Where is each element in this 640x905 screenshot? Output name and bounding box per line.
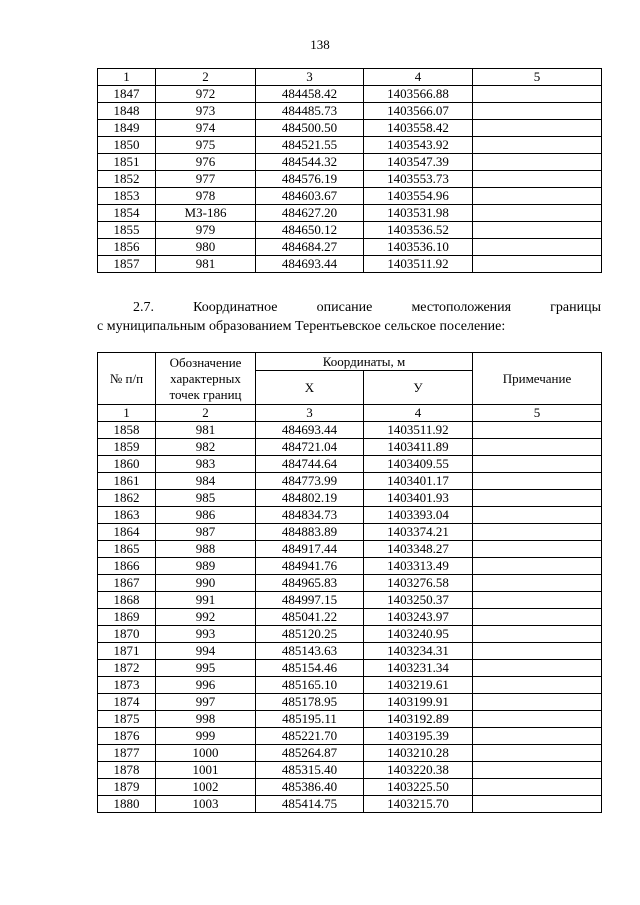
coord-x-cell: 484458.42 bbox=[256, 86, 364, 103]
table-row bbox=[98, 728, 602, 745]
table-row bbox=[98, 456, 602, 473]
note-cell bbox=[473, 188, 602, 205]
point-number-cell: 1849 bbox=[98, 120, 156, 137]
table-row bbox=[98, 660, 602, 677]
note-cell bbox=[473, 711, 602, 728]
note-cell bbox=[473, 558, 602, 575]
coord-x-cell: 484627.20 bbox=[256, 205, 364, 222]
header-number: № п/п bbox=[98, 353, 156, 405]
note-cell bbox=[473, 154, 602, 171]
point-designation-cell: 981 bbox=[156, 256, 256, 273]
table-row bbox=[98, 137, 602, 154]
note-cell bbox=[473, 422, 602, 439]
coord-x-cell: 485386.40 bbox=[256, 779, 364, 796]
paragraph-word: Координатное bbox=[193, 300, 278, 315]
point-designation-cell: 1001 bbox=[156, 762, 256, 779]
table-row bbox=[98, 222, 602, 239]
point-number-cell: 1853 bbox=[98, 188, 156, 205]
header-coordinates: Координаты, м bbox=[256, 353, 473, 371]
point-number-cell: 1847 bbox=[98, 86, 156, 103]
point-number-cell: 1859 bbox=[98, 439, 156, 456]
note-cell bbox=[473, 626, 602, 643]
column-number: 4 bbox=[364, 69, 473, 86]
table-row bbox=[98, 745, 602, 762]
coord-x-cell: 484941.76 bbox=[256, 558, 364, 575]
point-designation-cell: 980 bbox=[156, 239, 256, 256]
point-designation-cell: 1003 bbox=[156, 796, 256, 813]
point-designation-cell: 992 bbox=[156, 609, 256, 626]
paragraph-word: описание bbox=[316, 300, 373, 315]
point-number-cell: 1851 bbox=[98, 154, 156, 171]
coord-x-cell: 484485.73 bbox=[256, 103, 364, 120]
point-number-cell: 1855 bbox=[98, 222, 156, 239]
coord-y-cell: 1403531.98 bbox=[364, 205, 473, 222]
coord-x-cell: 484834.73 bbox=[256, 507, 364, 524]
coord-y-cell: 1403313.49 bbox=[364, 558, 473, 575]
table-row bbox=[98, 575, 602, 592]
point-number-cell: 1850 bbox=[98, 137, 156, 154]
table-row bbox=[98, 86, 602, 103]
coord-y-cell: 1403348.27 bbox=[364, 541, 473, 558]
column-number: 5 bbox=[473, 405, 602, 422]
table-row bbox=[98, 422, 602, 439]
note-cell bbox=[473, 541, 602, 558]
point-number-cell: 1873 bbox=[98, 677, 156, 694]
point-number-cell: 1869 bbox=[98, 609, 156, 626]
coord-y-cell: 1403566.88 bbox=[364, 86, 473, 103]
coord-x-cell: 484997.15 bbox=[256, 592, 364, 609]
coord-x-cell: 484721.04 bbox=[256, 439, 364, 456]
point-designation-cell: 993 bbox=[156, 626, 256, 643]
table-row bbox=[98, 171, 602, 188]
point-designation-cell: 991 bbox=[156, 592, 256, 609]
table-row bbox=[98, 439, 602, 456]
coord-x-cell: 485264.87 bbox=[256, 745, 364, 762]
coord-x-cell: 484744.64 bbox=[256, 456, 364, 473]
note-cell bbox=[473, 779, 602, 796]
coord-x-cell: 484693.44 bbox=[256, 256, 364, 273]
point-designation-cell: 978 bbox=[156, 188, 256, 205]
point-designation-cell: 1000 bbox=[156, 745, 256, 762]
header-y: У bbox=[364, 371, 473, 405]
paragraph-line-2: с муниципальным образованием Терентьевское сельское поселение: bbox=[97, 319, 506, 334]
point-number-cell: 1856 bbox=[98, 239, 156, 256]
header-row bbox=[98, 353, 602, 371]
point-designation-cell: 995 bbox=[156, 660, 256, 677]
table-row bbox=[98, 103, 602, 120]
column-number: 1 bbox=[98, 405, 156, 422]
coord-y-cell: 1403231.34 bbox=[364, 660, 473, 677]
column-number: 4 bbox=[364, 405, 473, 422]
point-designation-cell: 990 bbox=[156, 575, 256, 592]
column-number-row bbox=[98, 69, 602, 86]
note-cell bbox=[473, 103, 602, 120]
coord-y-cell: 1403511.92 bbox=[364, 256, 473, 273]
coord-x-cell: 484917.44 bbox=[256, 541, 364, 558]
coord-y-cell: 1403195.39 bbox=[364, 728, 473, 745]
table-row bbox=[98, 711, 602, 728]
note-cell bbox=[473, 609, 602, 626]
table-row bbox=[98, 154, 602, 171]
table-row bbox=[98, 256, 602, 273]
coord-x-cell: 484693.44 bbox=[256, 422, 364, 439]
coord-x-cell: 485195.11 bbox=[256, 711, 364, 728]
coord-y-cell: 1403401.93 bbox=[364, 490, 473, 507]
column-number-row bbox=[98, 405, 602, 422]
coord-y-cell: 1403240.95 bbox=[364, 626, 473, 643]
point-number-cell: 1858 bbox=[98, 422, 156, 439]
point-number-cell: 1871 bbox=[98, 643, 156, 660]
coord-y-cell: 1403536.10 bbox=[364, 239, 473, 256]
point-designation-cell: 983 bbox=[156, 456, 256, 473]
point-designation-cell: 987 bbox=[156, 524, 256, 541]
table-row bbox=[98, 558, 602, 575]
column-number: 3 bbox=[256, 405, 364, 422]
coord-y-cell: 1403192.89 bbox=[364, 711, 473, 728]
point-designation-cell: 998 bbox=[156, 711, 256, 728]
table-row bbox=[98, 779, 602, 796]
point-number-cell: 1875 bbox=[98, 711, 156, 728]
section-number: 2.7. bbox=[133, 300, 154, 315]
header-note: Примечание bbox=[473, 353, 602, 405]
coord-x-cell: 484603.67 bbox=[256, 188, 364, 205]
coord-x-cell: 485178.95 bbox=[256, 694, 364, 711]
coord-x-cell: 484883.89 bbox=[256, 524, 364, 541]
point-designation-cell: 979 bbox=[156, 222, 256, 239]
coord-x-cell: 485315.40 bbox=[256, 762, 364, 779]
table-row bbox=[98, 796, 602, 813]
coord-y-cell: 1403225.50 bbox=[364, 779, 473, 796]
point-designation-cell: 988 bbox=[156, 541, 256, 558]
note-cell bbox=[473, 222, 602, 239]
table-row bbox=[98, 507, 602, 524]
coord-x-cell: 485221.70 bbox=[256, 728, 364, 745]
note-cell bbox=[473, 456, 602, 473]
point-number-cell: 1848 bbox=[98, 103, 156, 120]
note-cell bbox=[473, 171, 602, 188]
note-cell bbox=[473, 796, 602, 813]
note-cell bbox=[473, 473, 602, 490]
coord-x-cell: 485154.46 bbox=[256, 660, 364, 677]
point-number-cell: 1876 bbox=[98, 728, 156, 745]
note-cell bbox=[473, 137, 602, 154]
column-number: 3 bbox=[256, 69, 364, 86]
coord-y-cell: 1403536.52 bbox=[364, 222, 473, 239]
note-cell bbox=[473, 86, 602, 103]
table-row bbox=[98, 524, 602, 541]
coord-y-cell: 1403554.96 bbox=[364, 188, 473, 205]
coord-y-cell: 1403401.17 bbox=[364, 473, 473, 490]
paragraph-line-1 bbox=[97, 298, 601, 317]
point-number-cell: 1870 bbox=[98, 626, 156, 643]
coord-x-cell: 484773.99 bbox=[256, 473, 364, 490]
point-number-cell: 1852 bbox=[98, 171, 156, 188]
coord-y-cell: 1403543.92 bbox=[364, 137, 473, 154]
coord-x-cell: 485041.22 bbox=[256, 609, 364, 626]
point-designation-cell: 977 bbox=[156, 171, 256, 188]
table-row bbox=[98, 205, 602, 222]
coordinates-table-continued bbox=[97, 68, 602, 273]
coord-y-cell: 1403566.07 bbox=[364, 103, 473, 120]
paragraph-word: местоположения bbox=[411, 300, 512, 315]
point-number-cell: 1864 bbox=[98, 524, 156, 541]
coord-x-cell: 484576.19 bbox=[256, 171, 364, 188]
column-number: 2 bbox=[156, 405, 256, 422]
table-row bbox=[98, 694, 602, 711]
table-row bbox=[98, 541, 602, 558]
coord-x-cell: 485414.75 bbox=[256, 796, 364, 813]
point-designation-cell: 989 bbox=[156, 558, 256, 575]
point-number-cell: 1860 bbox=[98, 456, 156, 473]
note-cell bbox=[473, 592, 602, 609]
point-designation-cell: 996 bbox=[156, 677, 256, 694]
coord-x-cell: 485165.10 bbox=[256, 677, 364, 694]
point-number-cell: 1880 bbox=[98, 796, 156, 813]
coord-y-cell: 1403199.91 bbox=[364, 694, 473, 711]
coord-y-cell: 1403219.61 bbox=[364, 677, 473, 694]
note-cell bbox=[473, 120, 602, 137]
coord-x-cell: 484521.55 bbox=[256, 137, 364, 154]
note-cell bbox=[473, 575, 602, 592]
coord-x-cell: 485143.63 bbox=[256, 643, 364, 660]
header-x: Х bbox=[256, 371, 364, 405]
section-paragraph bbox=[97, 298, 601, 336]
point-number-cell: 1877 bbox=[98, 745, 156, 762]
coord-y-cell: 1403276.58 bbox=[364, 575, 473, 592]
point-number-cell: 1879 bbox=[98, 779, 156, 796]
point-designation-cell: 975 bbox=[156, 137, 256, 154]
point-number-cell: 1862 bbox=[98, 490, 156, 507]
column-number: 5 bbox=[473, 69, 602, 86]
note-cell bbox=[473, 205, 602, 222]
point-designation-cell: 999 bbox=[156, 728, 256, 745]
table-row bbox=[98, 592, 602, 609]
table-row bbox=[98, 473, 602, 490]
table-row bbox=[98, 120, 602, 137]
point-designation-cell: 972 bbox=[156, 86, 256, 103]
coord-y-cell: 1403409.55 bbox=[364, 456, 473, 473]
note-cell bbox=[473, 256, 602, 273]
note-cell bbox=[473, 762, 602, 779]
header-designation: Обозначение характерных точек границ bbox=[156, 353, 256, 405]
table-body bbox=[98, 422, 602, 813]
table-body bbox=[98, 86, 602, 273]
point-number-cell: 1868 bbox=[98, 592, 156, 609]
coord-x-cell: 484965.83 bbox=[256, 575, 364, 592]
coord-y-cell: 1403558.42 bbox=[364, 120, 473, 137]
coord-x-cell: 484684.27 bbox=[256, 239, 364, 256]
point-number-cell: 1865 bbox=[98, 541, 156, 558]
note-cell bbox=[473, 507, 602, 524]
coord-x-cell: 484500.50 bbox=[256, 120, 364, 137]
point-designation-cell: 986 bbox=[156, 507, 256, 524]
note-cell bbox=[473, 490, 602, 507]
coord-y-cell: 1403234.31 bbox=[364, 643, 473, 660]
point-number-cell: 1872 bbox=[98, 660, 156, 677]
point-designation-cell: 1002 bbox=[156, 779, 256, 796]
coord-y-cell: 1403553.73 bbox=[364, 171, 473, 188]
coord-y-cell: 1403411.89 bbox=[364, 439, 473, 456]
point-designation-cell: 985 bbox=[156, 490, 256, 507]
point-number-cell: 1866 bbox=[98, 558, 156, 575]
coord-y-cell: 1403374.21 bbox=[364, 524, 473, 541]
table-row bbox=[98, 626, 602, 643]
point-designation-cell: МЗ-186 bbox=[156, 205, 256, 222]
point-designation-cell: 997 bbox=[156, 694, 256, 711]
coord-y-cell: 1403393.04 bbox=[364, 507, 473, 524]
note-cell bbox=[473, 694, 602, 711]
table-row bbox=[98, 677, 602, 694]
coord-x-cell: 484650.12 bbox=[256, 222, 364, 239]
note-cell bbox=[473, 239, 602, 256]
point-number-cell: 1867 bbox=[98, 575, 156, 592]
page-number: 138 bbox=[310, 37, 330, 52]
note-cell bbox=[473, 524, 602, 541]
note-cell bbox=[473, 745, 602, 762]
point-designation-cell: 981 bbox=[156, 422, 256, 439]
coord-y-cell: 1403220.38 bbox=[364, 762, 473, 779]
point-number-cell: 1857 bbox=[98, 256, 156, 273]
point-number-cell: 1863 bbox=[98, 507, 156, 524]
table-row bbox=[98, 762, 602, 779]
coord-x-cell: 484544.32 bbox=[256, 154, 364, 171]
point-designation-cell: 982 bbox=[156, 439, 256, 456]
coord-y-cell: 1403243.97 bbox=[364, 609, 473, 626]
note-cell bbox=[473, 728, 602, 745]
table-row bbox=[98, 643, 602, 660]
column-number: 1 bbox=[98, 69, 156, 86]
point-designation-cell: 994 bbox=[156, 643, 256, 660]
point-number-cell: 1874 bbox=[98, 694, 156, 711]
coord-x-cell: 485120.25 bbox=[256, 626, 364, 643]
coordinates-table bbox=[97, 352, 602, 813]
coord-y-cell: 1403547.39 bbox=[364, 154, 473, 171]
note-cell bbox=[473, 660, 602, 677]
table-row bbox=[98, 239, 602, 256]
coord-x-cell: 484802.19 bbox=[256, 490, 364, 507]
point-number-cell: 1878 bbox=[98, 762, 156, 779]
note-cell bbox=[473, 643, 602, 660]
coord-y-cell: 1403511.92 bbox=[364, 422, 473, 439]
coord-y-cell: 1403210.28 bbox=[364, 745, 473, 762]
column-number: 2 bbox=[156, 69, 256, 86]
point-designation-cell: 984 bbox=[156, 473, 256, 490]
note-cell bbox=[473, 439, 602, 456]
coord-y-cell: 1403215.70 bbox=[364, 796, 473, 813]
coord-y-cell: 1403250.37 bbox=[364, 592, 473, 609]
point-designation-cell: 976 bbox=[156, 154, 256, 171]
note-cell bbox=[473, 677, 602, 694]
point-designation-cell: 974 bbox=[156, 120, 256, 137]
table-row bbox=[98, 609, 602, 626]
point-number-cell: 1861 bbox=[98, 473, 156, 490]
point-number-cell: 1854 bbox=[98, 205, 156, 222]
paragraph-word: границы bbox=[550, 300, 601, 315]
table-row bbox=[98, 490, 602, 507]
point-designation-cell: 973 bbox=[156, 103, 256, 120]
table-row bbox=[98, 188, 602, 205]
